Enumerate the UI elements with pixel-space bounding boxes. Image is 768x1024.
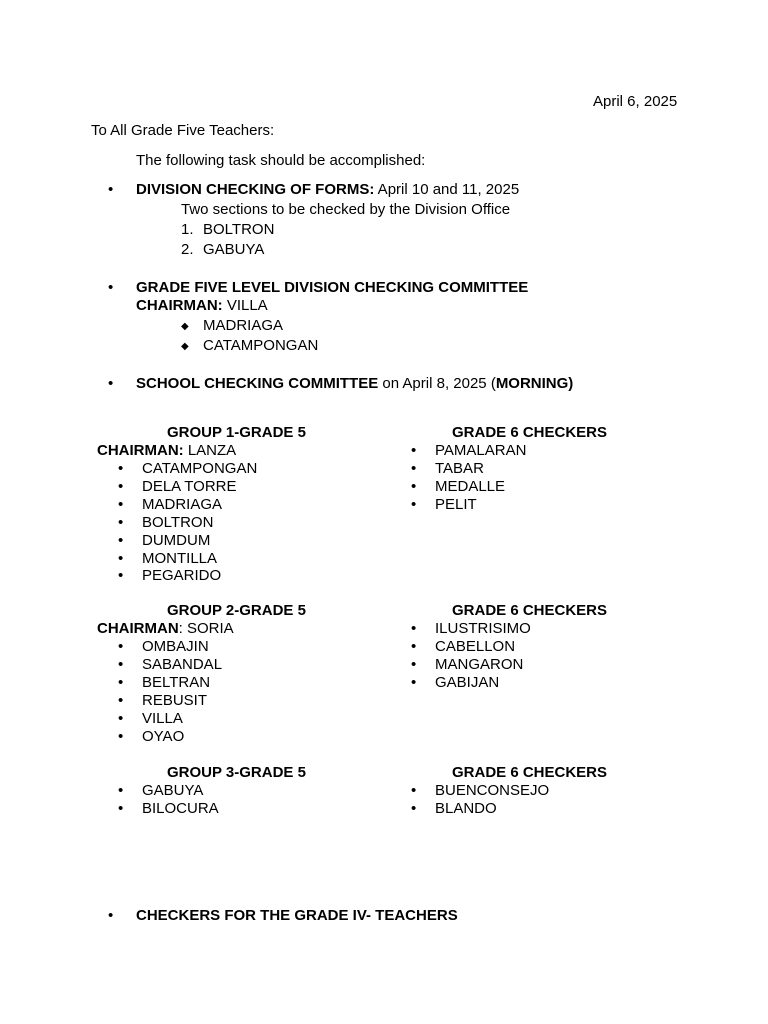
bullet-icon: • [411, 782, 417, 799]
list-item [411, 638, 531, 656]
list-item-text: BOLTRON [203, 221, 275, 238]
bullet-icon: • [118, 727, 124, 745]
list-item-text: CATAMPONGAN [203, 336, 319, 354]
bullet-icon: • [108, 375, 114, 392]
list-number: 2. [181, 240, 194, 258]
member-name: MONTILLA [142, 549, 218, 567]
group-3-checkers [411, 782, 549, 818]
member-name: OMBAJIN [142, 638, 209, 655]
list-item [118, 496, 257, 514]
chairman-name: LANZA [183, 442, 237, 459]
bullet-icon: • [118, 673, 124, 691]
list-item [181, 336, 318, 356]
list-item [181, 240, 274, 260]
list-item [118, 567, 257, 585]
checker-name: BLANDO [435, 799, 497, 817]
list-item [118, 638, 222, 656]
member-name: GABUYA [142, 782, 204, 799]
list-item-text: MADRIAGA [203, 317, 284, 334]
bullet-icon: • [118, 495, 124, 513]
group-1-checkers-title: GRADE 6 CHECKERS [452, 424, 608, 441]
bullet-icon: • [118, 460, 124, 477]
member-name: VILLA [142, 709, 183, 727]
bullet-icon: • [411, 459, 417, 477]
bullet-icon: • [118, 531, 124, 549]
list-item [411, 478, 526, 496]
checker-name: MEDALLE [435, 477, 506, 495]
chairman-label: CHAIRMAN [97, 620, 179, 637]
list-item [411, 460, 526, 478]
bullet-icon: • [118, 513, 124, 531]
section-text: April 10 and 11, 2025 [374, 181, 520, 198]
checker-name: PAMALARAN [435, 442, 527, 459]
bullet-icon: • [411, 495, 417, 513]
checker-name: ILUSTRISIMO [435, 620, 531, 637]
checker-name: GABIJAN [435, 673, 500, 691]
chairman-name: : SORIA [178, 620, 234, 637]
list-item [411, 496, 526, 514]
committee-chairman [136, 297, 268, 315]
group-2-checkers-title: GRADE 6 CHECKERS [452, 602, 608, 619]
group-2-checkers [411, 620, 531, 692]
diamond-bullet-icon: ◆ [181, 340, 189, 352]
list-item-text: GABUYA [203, 240, 265, 258]
list-item [411, 782, 549, 800]
list-item [411, 800, 549, 818]
bullet-icon: • [118, 691, 124, 709]
list-item [118, 656, 222, 674]
group-3-members [118, 782, 219, 818]
checker-name: CABELLON [435, 637, 516, 655]
salutation: To All Grade Five Teachers: [91, 122, 275, 139]
bullet-icon: • [411, 620, 417, 637]
list-item [118, 800, 219, 818]
bullet-icon: • [118, 567, 124, 585]
section-subtext: Two sections to be checked by the Division Office [181, 201, 511, 218]
bullet-icon: • [108, 279, 114, 296]
member-name: REBUSIT [142, 691, 208, 709]
section-text: on April 8, 2025 ( [378, 375, 496, 392]
checker-name: TABAR [435, 459, 484, 477]
numbered-list [181, 220, 274, 259]
bullet-icon: • [118, 709, 124, 727]
section-title: GRADE FIVE LEVEL DIVISION CHECKING COMMITTEE [136, 279, 529, 296]
diamond-list [181, 316, 318, 355]
list-item [118, 728, 222, 746]
group-1-title: GROUP 1-GRADE 5 [167, 424, 306, 441]
group-1-members [118, 460, 257, 585]
member-name: BOLTRON [142, 513, 214, 531]
list-item [118, 782, 219, 800]
list-item [411, 442, 526, 460]
list-number: 1. [181, 221, 194, 238]
bullet-icon: • [118, 549, 124, 567]
list-item [118, 674, 222, 692]
list-item [118, 710, 222, 728]
list-item [181, 220, 274, 240]
bullet-icon: • [108, 181, 114, 198]
memo-date: April 6, 2025 [593, 93, 678, 110]
list-item [118, 692, 222, 710]
intro-line: The following task should be accomplished: [136, 152, 426, 169]
checker-name: MANGARON [435, 655, 524, 673]
group-2-members [118, 638, 222, 745]
section-title: CHECKERS FOR THE GRADE IV- TEACHERS [136, 907, 458, 924]
member-name: CATAMPONGAN [142, 460, 258, 477]
bullet-icon: • [118, 655, 124, 673]
checker-name: BUENCONSEJO [435, 782, 550, 799]
list-item [411, 656, 531, 674]
member-name: BILOCURA [142, 799, 219, 817]
list-item [411, 674, 531, 692]
section-emphasis: MORNING) [495, 375, 574, 392]
list-item [118, 550, 257, 568]
bullet-icon: • [118, 638, 124, 655]
checker-name: PELIT [435, 495, 477, 513]
member-name: DUMDUM [142, 531, 211, 549]
bullet-icon: • [411, 442, 417, 459]
list-item [118, 532, 257, 550]
list-item [411, 620, 531, 638]
diamond-bullet-icon: ◆ [181, 321, 189, 332]
bullet-icon: • [108, 907, 114, 924]
chairman-label: CHAIRMAN: [136, 297, 223, 314]
member-name: MADRIAGA [142, 495, 223, 513]
list-item [118, 514, 257, 532]
member-name: DELA TORRE [142, 477, 237, 495]
member-name: BELTRAN [142, 673, 211, 691]
list-item [181, 316, 318, 336]
section-label: DIVISION CHECKING OF FORMS: [136, 181, 375, 198]
bullet-icon: • [411, 637, 417, 655]
bullet-icon: • [118, 782, 124, 799]
group-2-chairman [97, 620, 234, 638]
bullet-icon: • [118, 477, 124, 495]
group-1-checkers [411, 442, 526, 514]
chairman-name: VILLA [222, 297, 268, 314]
chairman-label: CHAIRMAN: [97, 442, 184, 459]
bullet-icon: • [411, 655, 417, 673]
member-name: PEGARIDO [142, 567, 222, 585]
section-label: SCHOOL CHECKING COMMITTEE [136, 375, 379, 392]
bullet-icon: • [411, 477, 417, 495]
list-item [118, 478, 257, 496]
group-3-checkers-title: GRADE 6 CHECKERS [452, 764, 608, 781]
group-2-title: GROUP 2-GRADE 5 [167, 602, 306, 619]
member-name: OYAO [142, 727, 185, 745]
group-3-title: GROUP 3-GRADE 5 [167, 764, 306, 781]
member-name: SABANDAL [142, 655, 223, 673]
bullet-icon: • [411, 673, 417, 691]
group-1-chairman [97, 442, 236, 460]
list-item [118, 460, 257, 478]
bullet-icon: • [411, 799, 417, 817]
bullet-icon: • [118, 799, 124, 817]
